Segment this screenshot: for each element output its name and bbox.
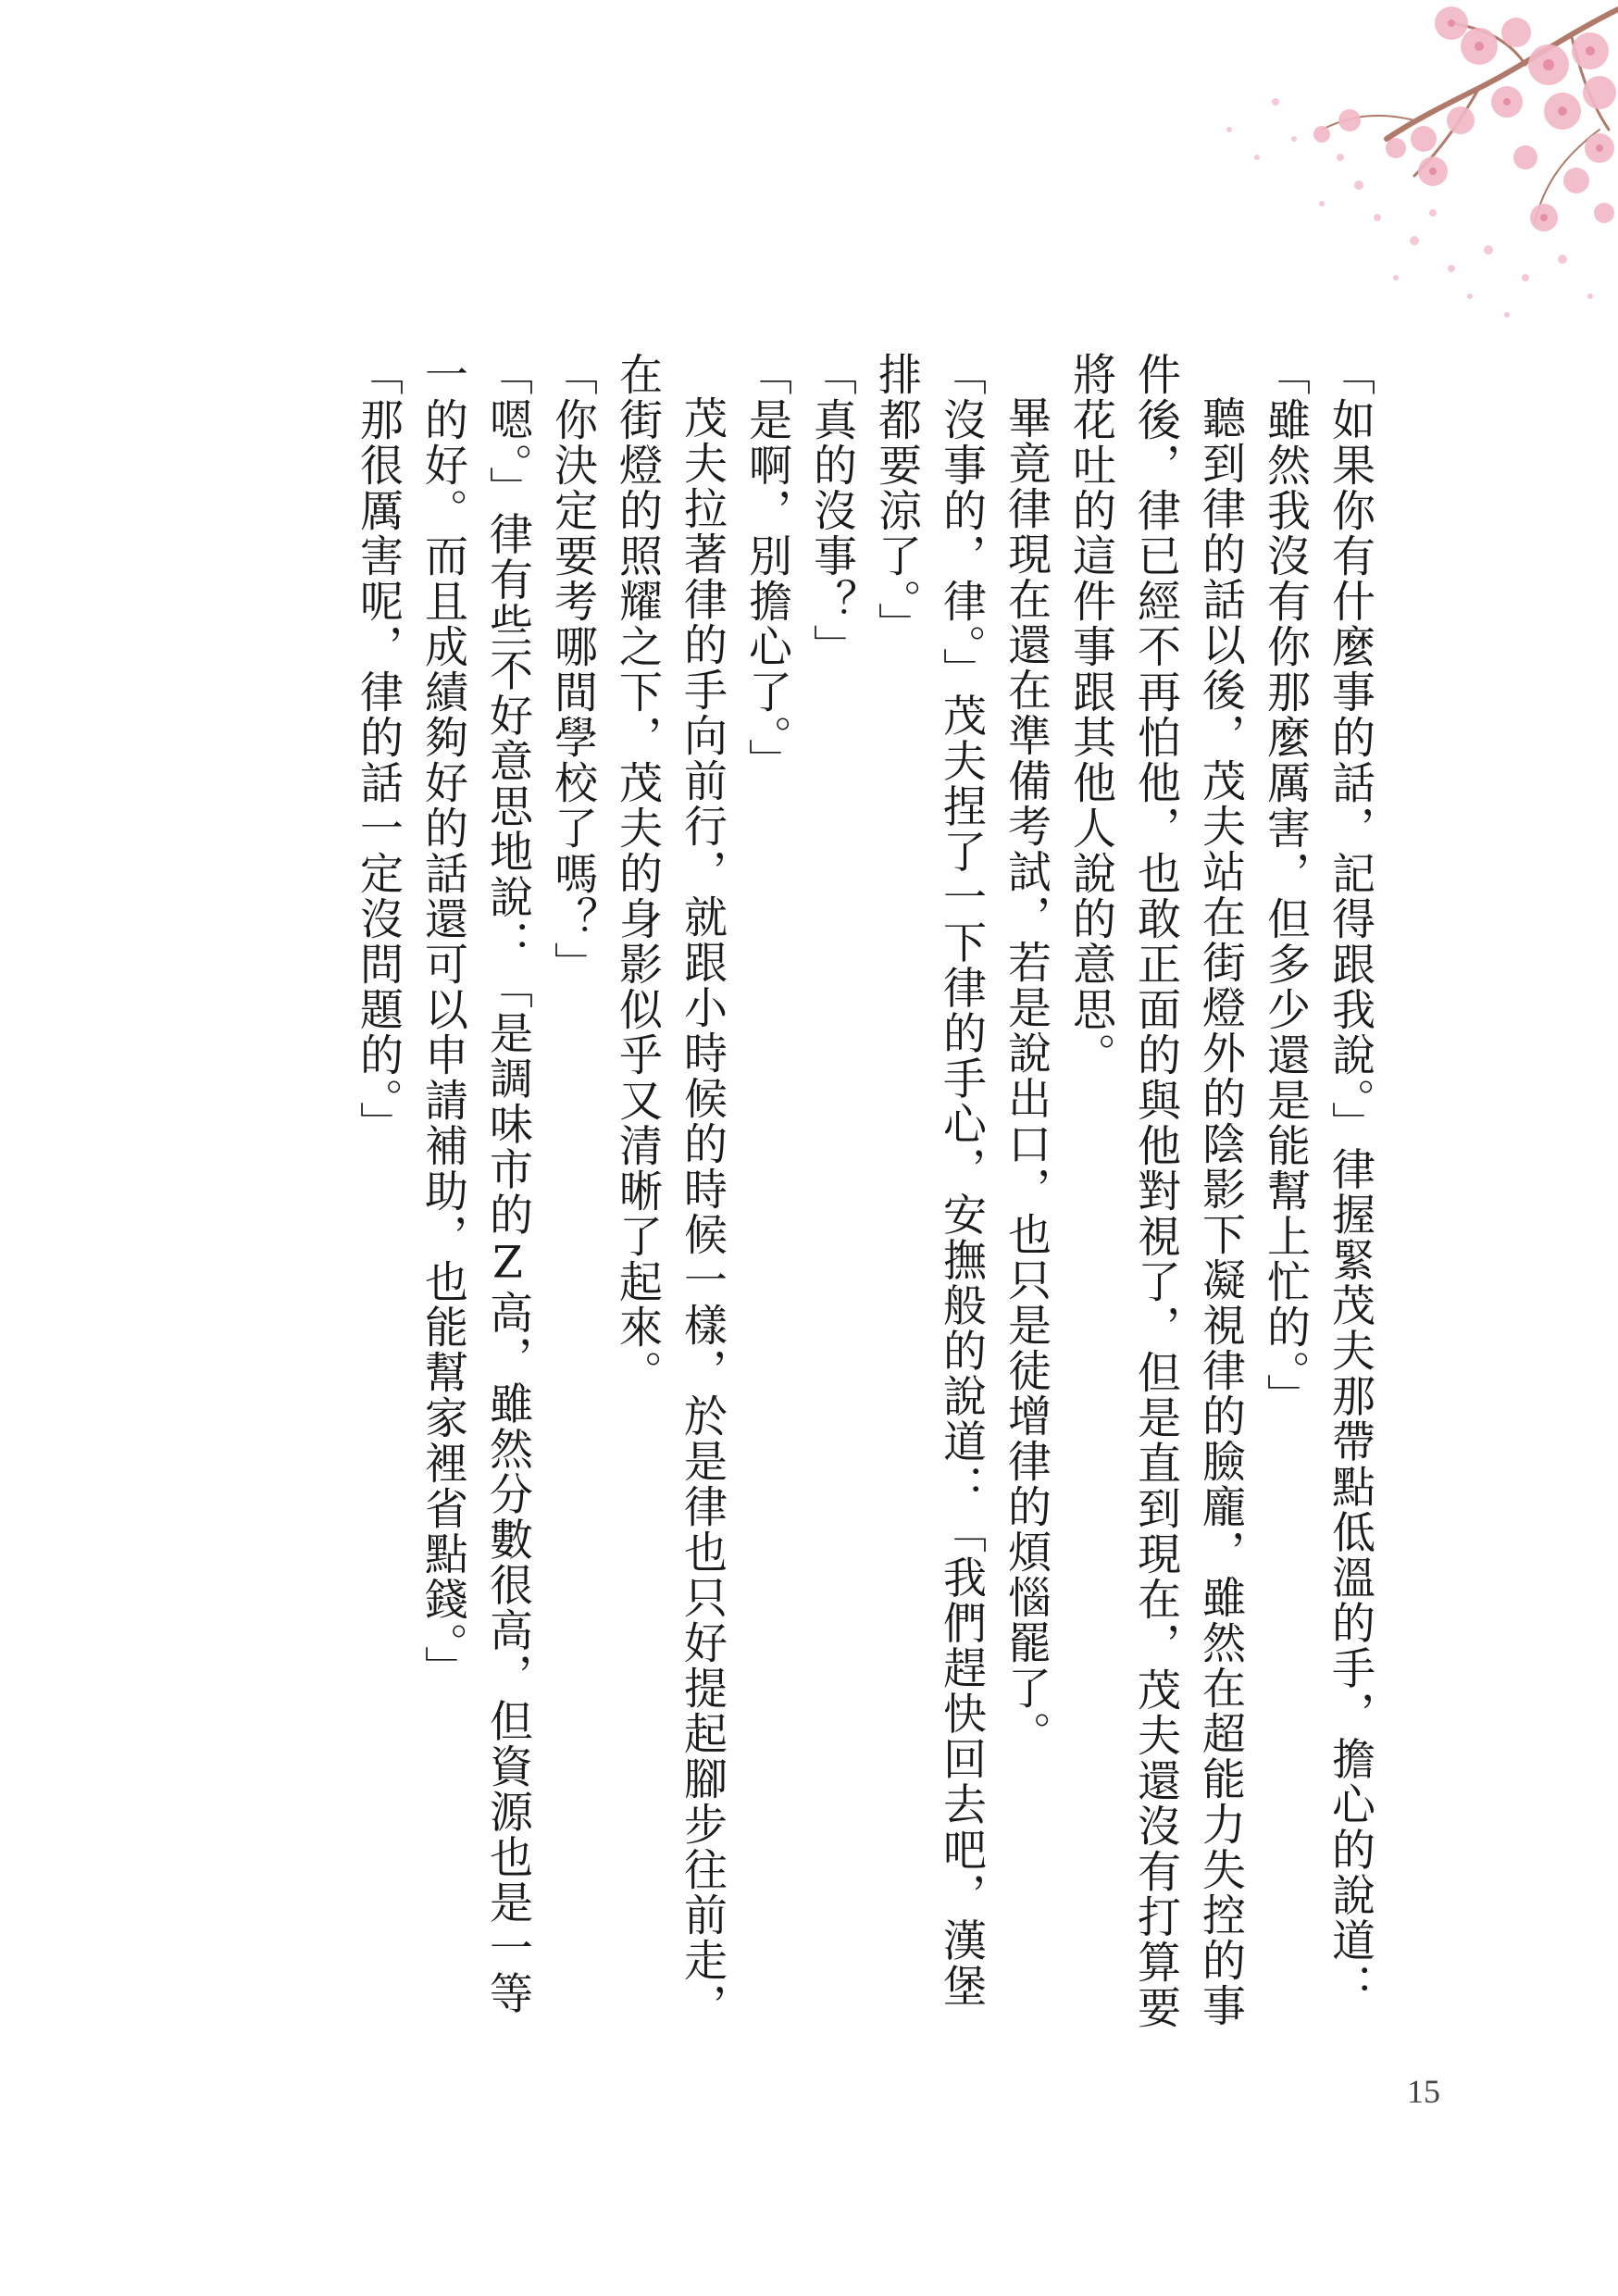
paragraph-6: 「是啊，別擔心了。」	[741, 352, 792, 784]
page-number: 15	[1407, 2073, 1440, 2110]
paragraph-5: 「真的沒事？」	[806, 352, 857, 669]
paragraph-10: 「那很厲害呢，律的話一定沒問題的。」	[353, 352, 404, 1147]
paragraph-1: 「如果你有什麼事的話，記得跟我說。」律握緊茂夫那帶點低溫的手，擔心的說道：「雖然我沒有你那麼厲害，但多少還是能幫上忙的。」	[1260, 352, 1375, 2009]
paragraph-3: 畢竟律現在還在準備考試，若是說出口，也只是徒增律的煩惱罷了。	[1001, 395, 1052, 1756]
paragraph-2: 聽到律的話以後，茂夫站在街燈外的陰影下凝視律的臉龐，雖然在超能力失控的事件後，律已經不再怕他，也敢正面的與他對視了，但是直到現在，茂夫還沒有打算要將花吐的這件事跟其他人說的意思。	[1065, 352, 1246, 2030]
paragraph-4: 「沒事的，律。」茂夫捏了一下律的手心，安撫般的說道：「我們趕快回去吧，漢堡排都要涼了。」	[871, 352, 987, 2009]
paragraph-7: 茂夫拉著律的手向前行，就跟小時候的時候一樣，於是律也只好提起腳步往前走，在街燈的照耀之下，茂夫的身影似乎又清晰了起來。	[612, 352, 728, 2028]
vertical-text-body	[345, 352, 1382, 2037]
paragraph-9: 「嗯。」律有些不好意思地說：「是調味市的Z高，雖然分數很高，但資源也是一等一的好。而且成績夠好的話還可以申請補助，也能幫家裡省點錢。」	[417, 352, 533, 2016]
paragraph-8: 「你決定要考哪間學校了嗎？」	[547, 352, 598, 987]
cherry-blossom-branch-icon	[1044, 0, 1618, 333]
